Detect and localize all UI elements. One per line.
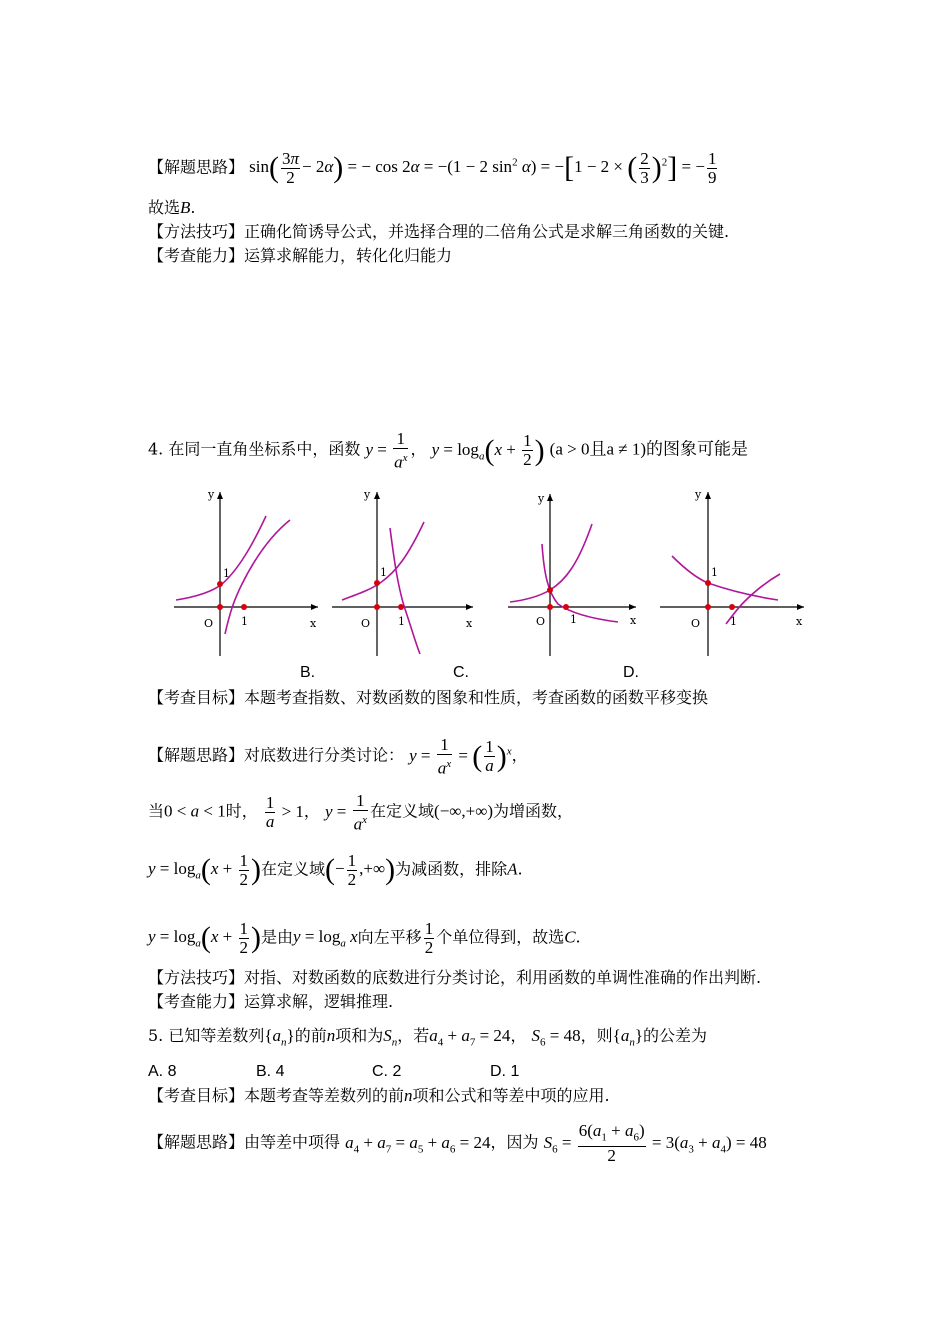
q5-options — [148, 1062, 519, 1082]
point-y1 — [547, 587, 553, 593]
point-x1 — [729, 604, 735, 610]
graph-d — [656, 484, 816, 662]
point-origin — [374, 604, 380, 610]
origin-label: O — [536, 615, 546, 628]
tick-y1: 1 — [223, 567, 230, 580]
x-label: x — [310, 617, 317, 630]
arrows — [217, 492, 318, 610]
q4-func2: $y = \log_a(x$ + $\frac{1}{2}$ ) — [431, 431, 545, 470]
q3-method: 【方法技巧】正确化简诱导公式，并选择合理的二倍角公式是求解三角函数的关键. — [148, 222, 730, 241]
option-c: C. 2 — [372, 1063, 402, 1080]
tick-x1: 1 — [570, 613, 577, 626]
q4-method: 【方法技巧】对指、对数函数的底数进行分类讨论，利用函数的单调性准确的作出判断. — [148, 968, 762, 987]
origin-label: O — [691, 617, 701, 630]
tick-x1: 1 — [730, 615, 737, 628]
q4-stem: 4. 在同一直角坐标系中，函数 y = $\frac{1}{a^x}$ ， $y = \log_a(x$ + $\frac{1}{2}$ ) (a > 0且a ≠ 1)的图象可能是 — [148, 429, 749, 472]
q3-solution-line — [148, 150, 719, 187]
q3-choose: 故选B. — [148, 198, 196, 217]
graph-a — [170, 484, 330, 662]
point-x1 — [241, 604, 247, 610]
y-label: y — [695, 488, 702, 501]
option-b: B. 4 — [256, 1063, 285, 1080]
q4-solution: 【解题思路】对底数进行分类讨论： y = $\frac{1}{a^x}$ = ( $\frac{1}{a}$ )$^x$， — [148, 735, 528, 778]
x-label: x — [630, 614, 637, 627]
log-curve — [390, 528, 420, 654]
arrows — [374, 492, 473, 610]
q4-func1: y = $\frac{1}{a^x}$ — [365, 429, 408, 472]
option-d: D. 1 — [490, 1063, 520, 1080]
point-x1 — [398, 604, 404, 610]
exp-curve — [176, 516, 266, 600]
q3-ability: 【考查能力】运算求解能力，转化化归能力 — [148, 246, 453, 265]
q3-formula: sin( $\frac{3\pi}{2}$ − 2α) = − cos 2α = −(1 − 2 $\sin^2 \alpha) = -[1 - 2$ × ( $\frac{2}{3}$ )$^2$] = − $\frac{1}{9}$ — [249, 149, 717, 187]
tick-y1: 1 — [711, 566, 718, 579]
q4-log-domain: $y = \log_a(x$ + $\frac{1}{2}$ )在定义域(− $\frac{1}{2}$ ,+∞)为减函数，排除A. — [148, 851, 523, 889]
y-label: y — [364, 488, 371, 501]
x-label: x — [466, 617, 473, 630]
tick-y1: 1 — [380, 566, 387, 579]
q4-goal: 【考查目标】本题考查指数、对数函数的图象和性质，考查函数的函数平移变换 — [148, 688, 709, 707]
tick-x1: 1 — [398, 615, 405, 628]
graph-label-b: B. — [300, 664, 316, 681]
solution-tag: 【解题思路】 — [148, 157, 245, 177]
point-origin — [705, 604, 711, 610]
y-label: y — [538, 492, 545, 505]
graph-label-d: D. — [623, 664, 639, 681]
y-label: y — [208, 488, 215, 501]
graph-c — [504, 484, 654, 662]
q4-shift: $y = \log_a(x$ + $\frac{1}{2}$ )是由$y = \log_a x$向左平移 $\frac{1}{2}$ 个单位得到，故选C. — [148, 919, 581, 957]
arrows — [547, 494, 636, 610]
point-origin — [217, 604, 223, 610]
q4-ability: 【考查能力】运算求解，逻辑推理. — [148, 992, 394, 1011]
q5-stem: 5. 已知等差数列$\{a_n\}$的前n项和为$S_n$，若$a_4 + a_7 = 24$， $S_6 = 48$，则$\{a_n\}$的公差为 — [148, 1026, 707, 1049]
origin-label: O — [361, 617, 371, 630]
point-y1 — [374, 580, 380, 586]
point-y1 — [217, 581, 223, 587]
origin-label: O — [204, 617, 214, 630]
point-x1 — [563, 604, 569, 610]
q5-solution: 【解题思路】由等差中项得 $a_4 + a_7 = a_5 + a_6 = 24$，因为 $S_6$ = $\frac{6(a_1 + a_6)}{2}$ = $3(a_3 + a_4) = 48$ — [148, 1121, 767, 1166]
log-curve — [225, 520, 290, 634]
q5-goal: 【考查目标】本题考查等差数列的前n项和公式和等差中项的应用. — [148, 1086, 610, 1105]
point-y1 — [705, 580, 711, 586]
exp-curve — [672, 556, 778, 600]
graph-b — [328, 484, 488, 662]
q4-case: 当0 < a < 1时， $\frac{1}{a}$ > 1， y = $\frac{1}{a^x}$ 在定义域(−∞,+∞)为增函数， — [148, 791, 574, 834]
tick-x1: 1 — [241, 615, 248, 628]
exp-curve — [342, 522, 424, 600]
log-curve — [542, 544, 618, 622]
graph-label-c: C. — [453, 664, 469, 681]
option-a: A. 8 — [148, 1063, 177, 1080]
x-label: x — [796, 615, 803, 628]
point-origin — [547, 604, 553, 610]
